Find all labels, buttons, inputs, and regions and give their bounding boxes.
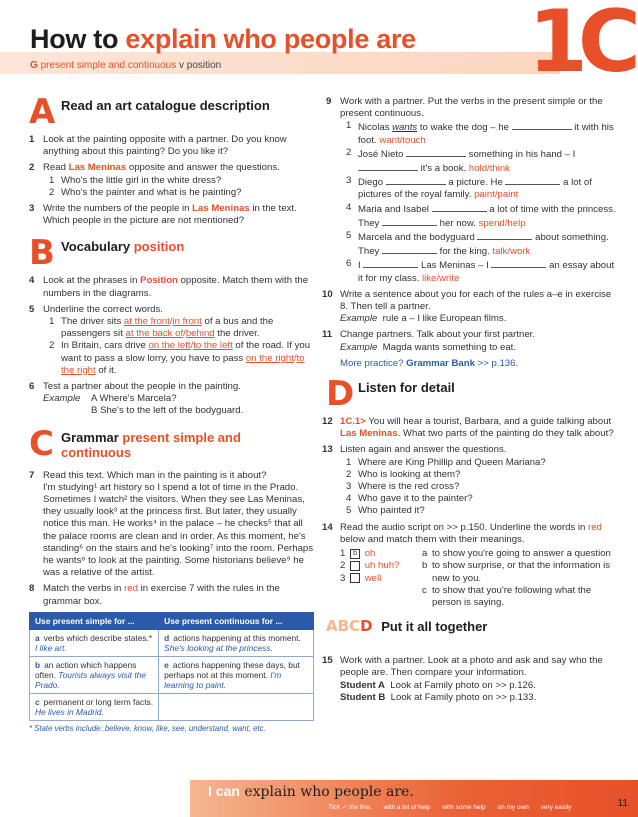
- section-c-heading: C Grammar present simple and continuous: [29, 423, 241, 464]
- answer-box-3[interactable]: [350, 573, 360, 583]
- exercise-9: 9 Work with a partner. Put the verbs in the present simple or the present continuous. 1 Nicolas wants to wake the dog – he it with his foot. want/touch 2 José Nieto something in his hand – I it's a book. hold/think 3 Diego a picture. He a lot of pictures of the royal family. paint/paint 4 Maria and Isabel a lot of time with the princess. They her now. spend/help 5 Marcela and the bodyguard about something. They for the king. talk/work 6 I Las Meninas – I an essay about it for my class. like/write: [326, 96, 616, 284]
- exercise-3: 3 Write the numbers of the people in Las Meninas in the text. Which people in the picture are not mentioned?: [29, 203, 297, 227]
- section-abcd-heading: ABCD Put it all together: [326, 617, 488, 636]
- exercise-14: 14 Read the audio script on >> p.150. Underline the words in red below and match them with their meanings. 1 b oh 2 uh huh? 3 well a to show you're going to answer a question b to show surprise, or that the information is new to you. c to show that you're following what the person is saying.: [322, 521, 611, 608]
- exercise-15: 15 Work with a partner. Look at a photo and ask and say who the people are. Then compare your information. Student A Look at Family photo on >> p.126. Student B Look at Family photo on >> p.133.: [322, 655, 603, 703]
- can-do-footer: [0, 780, 638, 817]
- exercise-10: 10 Write a sentence about you for each of the rules a–e in exercise 8. Then tell a partner. Example rule a – I like European films.: [322, 288, 612, 325]
- audio-track-icon[interactable]: 1C.1>: [340, 416, 366, 428]
- reading-text: I'm studying¹ art history so I spend a lot of time in the Prado. Sometimes I watch² the visitors. When they see Las Meninas, they usually look³ at the princess first. But later, they usually notice this man. He works⁴ in the palace – he checks⁵ that all the palace rooms are clean and in order. As this moment, he's standing⁶ on the stairs and he's looking⁷ into the room. Perhaps he wants⁸ to look at the painting. Some historians believe⁹ he was a relative of the artist.: [43, 481, 314, 579]
- exercise-5: 5 Underline the correct words. 1 The driver sits at the front/in front of a bus and the passengers sit at the back of/behind the driver. 2 In Britain, cars drive on the left/to the left of the road. If you want to pass a slow lorry, you have to pass on the right/to the right of it.: [29, 303, 311, 376]
- section-a-heading: A Read an art catalogue description: [29, 92, 270, 132]
- exercise-4: 4 Look at the phrases in Position opposite. Match them with the numbers in the diagrams.: [29, 275, 309, 299]
- lesson-topics: G present simple and continuous v position: [30, 60, 222, 71]
- page-number: 11: [617, 798, 628, 809]
- state-verbs-footnote: * State verbs include: believe, know, like, see, understand, want, etc.: [29, 723, 266, 733]
- grammar-bank-link[interactable]: More practice? Grammar Bank >> p.136.: [340, 357, 519, 369]
- exercise-1: 1 Look at the painting opposite with a partner. Do you know anything about this painting? Do you like it?: [29, 134, 287, 158]
- page-header: [0, 0, 638, 92]
- exercise-7: 7 Read this text. Which man in the painting is it about? I'm studying¹ art history so I spend a lot of time in the Prado. Sometimes I watch² the visitors. When they see Las Meninas, they usually look³ at the princess first. But later, they usually notice this man. He works⁴ in the palace – he checks⁵ that all the palace rooms are clean and in order. As this moment, he's standing⁶ on the stairs and he's looking⁷ into the room. Perhaps he wants⁸ to look at the painting. Some historians believe⁹ he was a relative of the artist.: [29, 469, 314, 579]
- exercise-12: 12 1C.1> You will hear a tourist, Barbara, and a guide talking about Las Meninas. What two parts of the painting do they talk about?: [322, 416, 614, 440]
- self-assessment-scale[interactable]: Tick ✓ the line. with a lot of help with some help on my own very easily: [328, 804, 572, 811]
- exercise-8: 8 Match the verbs in red in exercise 7 with the rules in the grammar box.: [29, 583, 280, 607]
- section-d-heading: D Listen for detail: [326, 374, 455, 415]
- exercise-11: 11 Change partners. Talk about your first partner. Example Magda wants something to eat.: [322, 329, 536, 353]
- exercise-13: 13 Listen again and answer the questions. 1 Where are King Phillip and Queen Mariana? 2 Who is looking at them? 3 Where is the red cross? 4 Who gave it to the painter? 5 Who painted it?: [322, 444, 546, 517]
- page-title: How to explain who people are: [30, 24, 416, 54]
- answer-box-1[interactable]: b: [350, 549, 360, 559]
- left-column: [29, 92, 314, 735]
- can-do-statement: I can explain who people are.: [208, 783, 414, 800]
- exercise-2: 2 Read Las Meninas opposite and answer the questions. 1 Who's the little girl in the white dress? 2 Who's the painter and what is he painting?: [29, 162, 280, 198]
- exercise-6: 6 Test a partner about the people in the painting. Example A Where's Marcela? B She's to the left of the bodyguard.: [29, 381, 244, 417]
- grammar-icon: G: [30, 60, 38, 71]
- answer-box-2[interactable]: [350, 561, 360, 571]
- right-column: [322, 96, 618, 708]
- unit-badge: 1C: [528, 0, 631, 92]
- grammar-box: Use present simple for ... Use present continuous for ... a verbs which describe states.* I like art. d actions happening at this moment. She's looking at the princess. b an action which happens often. Tourists always visit the Prado. e actions happening these days, but perhaps not at this moment. I'm learning to paint. c permanent or long term facts. He lives in Madrid.: [29, 612, 314, 721]
- section-b-heading: B Vocabulary position: [29, 233, 185, 274]
